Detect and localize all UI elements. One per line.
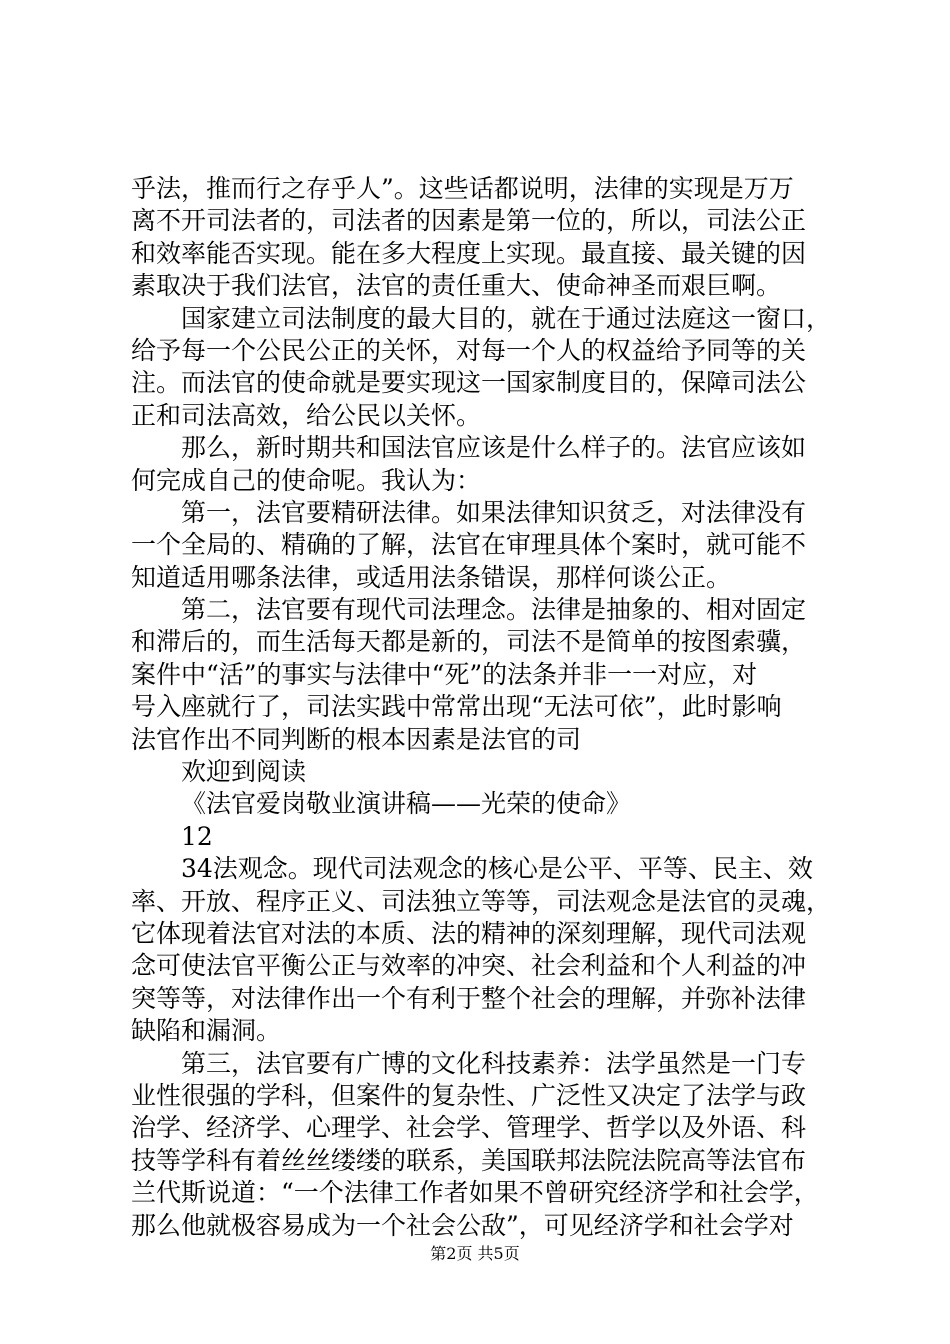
text-line: 那么，新时期共和国法官应该是什么样子的。法官应该如 — [181, 433, 807, 463]
text-line: 第三，法官要有广博的文化科技素养：法学虽然是一门专 — [181, 1048, 807, 1078]
text-line: 突等等，对法律作出一个有利于整个社会的理解，并弥补法律 — [131, 983, 807, 1013]
text-line: 治学、经济学、心理学、社会学、管理学、哲学以及外语、科 — [131, 1113, 807, 1143]
text-line: 和效率能否实现。能在多大程度上实现。最直接、最关键的因 — [131, 238, 807, 268]
page-number-footer: 第2页 共5页 — [430, 1244, 520, 1263]
text-line: 率、开放、程序正义、司法独立等等，司法观念是法官的灵魂， — [131, 886, 831, 916]
text-line: 它体现着法官对法的本质、法的精神的深刻理解，现代司法观 — [131, 918, 807, 948]
document-body — [131, 173, 831, 1242]
text-line: 乎法，推而行之存乎人”。这些话都说明，法律的实现是万万 — [131, 174, 794, 203]
text-line: 正和司法高效，给公民以关怀。 — [131, 400, 482, 430]
text-line: 那么他就极容易成为一个社会公敌”，可见经济学和社会学对 — [131, 1210, 794, 1240]
text-line: 案件中“活”的事实与法律中“死”的法条并非一一对应，对 — [131, 659, 758, 689]
text-line: 离不开司法者的，司法者的因素是第一位的，所以，司法公正 — [131, 206, 807, 236]
text-line: 号入座就行了，司法实践中常常出现“无法可依”，此时影响 — [131, 692, 782, 722]
text-line: 给予每一个公民公正的关怀，对每一个人的权益给予同等的关 — [131, 335, 807, 365]
text-line: 第二，法官要有现代司法理念。法律是抽象的、相对固定 — [181, 595, 807, 625]
text-line: 第一，法官要精研法律。如果法律知识贫乏，对法律没有 — [181, 497, 807, 527]
text-line: 一个全局的、精确的了解，法官在审理具体个案时，就可能不 — [131, 530, 807, 560]
welcome-text: 欢迎到阅读 — [181, 757, 307, 787]
text-line: 34法观念。现代司法观念的核心是公平、平等、民主、效 — [181, 854, 813, 884]
text-line: 素取决于我们法官，法官的责任重大、使命神圣而艰巨啊。 — [131, 271, 782, 301]
text-line: 兰代斯说道：“一个法律工作者如果不曾研究经济学和社会学， — [131, 1178, 819, 1208]
text-line: 12 — [181, 821, 213, 851]
document-title: 《法官爱岗敬业演讲稿——光荣的使命》 — [181, 789, 632, 819]
text-line: 技等学科有着丝丝缕缕的联系，美国联邦法院法院高等法官布 — [131, 1145, 807, 1175]
text-line: 缺陷和漏洞。 — [131, 1016, 282, 1046]
text-line: 法官作出不同判断的根本因素是法官的司 — [131, 724, 582, 754]
text-line: 知道适用哪条法律，或适用法条错误，那样何谈公正。 — [131, 562, 732, 592]
text-line: 何完成自己的使命呢。我认为： — [131, 465, 482, 495]
text-line: 注。而法官的使命就是要实现这一国家制度目的，保障司法公 — [131, 368, 807, 398]
text-line: 念可使法官平衡公正与效率的冲突、社会利益和个人利益的冲 — [131, 951, 807, 981]
text-line: 和滞后的，而生活每天都是新的，司法不是简单的按图索骥， — [131, 627, 807, 657]
text-line: 业性很强的学科，但案件的复杂性、广泛性又决定了法学与政 — [131, 1080, 807, 1110]
text-line: 国家建立司法制度的最大目的，就在于通过法庭这一窗口， — [181, 303, 831, 333]
